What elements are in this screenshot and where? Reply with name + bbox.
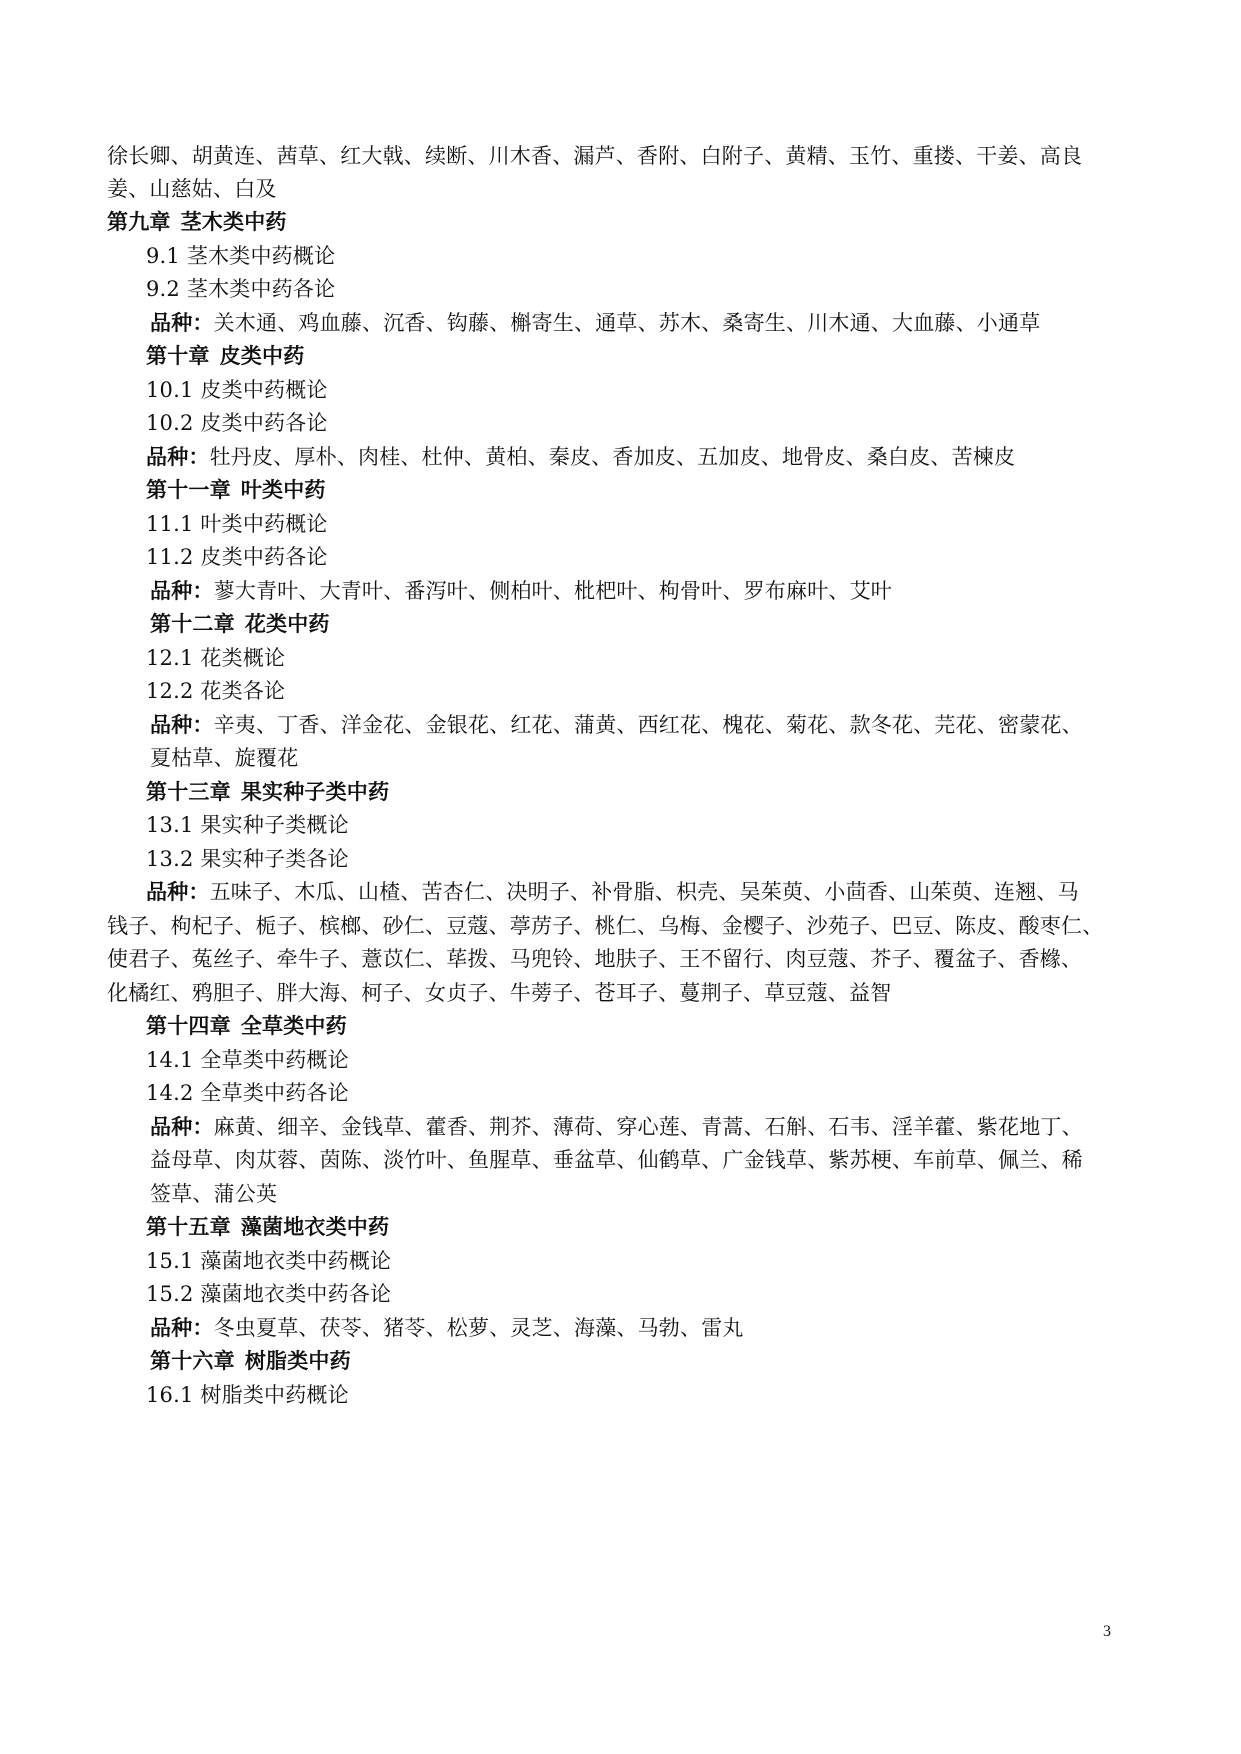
section-10-2: 10.2 皮类中药各论 — [146, 411, 328, 435]
page-number: 3 — [1103, 1623, 1111, 1640]
intro-line-1: 徐长卿、胡黄连、茜草、红大戟、续断、川木香、漏芦、香附、白附子、黄精、玉竹、重搂、干姜、高良 — [107, 144, 1083, 168]
varieties-11 — [150, 577, 892, 605]
chapter-9-heading — [107, 208, 287, 236]
varieties-list: 牡丹皮、厚朴、肉桂、杜仲、黄柏、秦皮、香加皮、五加皮、地骨皮、桑白皮、苦楝皮 — [209, 445, 1016, 469]
chapter-10-heading — [146, 342, 304, 370]
chapter-12-heading — [150, 610, 330, 638]
varieties-label: 品种： — [146, 445, 210, 469]
chapter-title: 叶类中药 — [240, 478, 326, 502]
varieties-list: 蓼大青叶、大青叶、番泻叶、侧柏叶、枇杷叶、枸骨叶、罗布麻叶、艾叶 — [213, 579, 893, 603]
section-9-1: 9.1 茎木类中药概论 — [146, 244, 336, 268]
varieties-15 — [150, 1314, 744, 1342]
chapter-title: 果实种子类中药 — [240, 780, 390, 804]
varieties-13-line-1 — [146, 878, 1079, 906]
varieties-label: 品种： — [150, 713, 214, 737]
section-14-2: 14.2 全草类中药各论 — [146, 1081, 349, 1105]
section-15-2: 15.2 藻菌地衣类中药各论 — [146, 1282, 392, 1306]
section-10-1: 10.1 皮类中药概论 — [146, 378, 328, 402]
chapter-title: 皮类中药 — [219, 344, 305, 368]
chapter-title: 全草类中药 — [240, 1014, 347, 1038]
section-13-1: 13.1 果实种子类概论 — [146, 813, 349, 837]
chapter-title: 藻菌地衣类中药 — [240, 1215, 390, 1239]
chapter-number: 第十五章 — [146, 1215, 231, 1239]
section-16-1: 16.1 树脂类中药概论 — [146, 1383, 349, 1407]
chapter-11-heading — [146, 476, 326, 504]
varieties-label: 品种： — [150, 1316, 214, 1340]
chapter-title: 花类中药 — [244, 612, 330, 636]
varieties-13-line-4: 化橘红、鸦胆子、胖大海、柯子、女贞子、牛蒡子、苍耳子、蔓荆子、草豆蔻、益智 — [107, 981, 892, 1005]
chapter-number: 第十三章 — [146, 780, 231, 804]
chapter-number: 第十四章 — [146, 1014, 231, 1038]
varieties-14-line-3: 签草、蒲公英 — [150, 1182, 278, 1206]
varieties-13-line-2: 钱子、枸杞子、栀子、槟榔、砂仁、豆蔻、葶苈子、桃仁、乌梅、金樱子、沙苑子、巴豆、陈皮、酸枣仁、 — [107, 914, 1104, 938]
varieties-label: 品种： — [150, 1115, 214, 1139]
chapter-number: 第十章 — [146, 344, 210, 368]
section-9-2: 9.2 茎木类中药各论 — [146, 277, 336, 301]
chapter-16-heading — [150, 1347, 351, 1375]
section-12-2: 12.2 花类各论 — [146, 679, 286, 703]
varieties-list: 麻黄、细辛、金钱草、藿香、荆芥、薄荷、穿心莲、青蒿、石斛、石韦、淫羊藿、紫花地丁、 — [213, 1115, 1083, 1139]
varieties-list: 冬虫夏草、茯苓、猪苓、松萝、灵芝、海藻、马勃、雷丸 — [213, 1316, 744, 1340]
chapter-number: 第九章 — [107, 210, 171, 234]
varieties-14-line-2: 益母草、肉苁蓉、茵陈、淡竹叶、鱼腥草、垂盆草、仙鹤草、广金钱草、紫苏梗、车前草、佩兰、稀 — [150, 1148, 1083, 1172]
section-12-1: 12.1 花类概论 — [146, 646, 286, 670]
intro-line-2: 姜、山慈姑、白及 — [107, 177, 277, 201]
varieties-label: 品种： — [150, 311, 214, 335]
varieties-12-line-2: 夏枯草、旋覆花 — [150, 746, 299, 770]
section-13-2: 13.2 果实种子类各论 — [146, 847, 349, 871]
section-15-1: 15.1 藻菌地衣类中药概论 — [146, 1249, 392, 1273]
varieties-12-line-1 — [150, 711, 1083, 739]
section-14-1: 14.1 全草类中药概论 — [146, 1048, 349, 1072]
chapter-number: 第十六章 — [150, 1349, 235, 1373]
varieties-13-line-3: 使君子、菟丝子、牵牛子、薏苡仁、荜拨、马兜铃、地肤子、王不留行、肉豆蔻、芥子、覆盆子、香橼、 — [107, 947, 1083, 971]
chapter-title: 树脂类中药 — [244, 1349, 351, 1373]
varieties-10 — [146, 443, 1015, 471]
chapter-number: 第十一章 — [146, 478, 231, 502]
chapter-title: 茎木类中药 — [180, 210, 287, 234]
varieties-list: 辛夷、丁香、洋金花、金银花、红花、蒲黄、西红花、槐花、菊花、款冬花、芫花、密蒙花、 — [213, 713, 1083, 737]
chapter-13-heading — [146, 778, 389, 806]
varieties-list: 五味子、木瓜、山楂、苦杏仁、决明子、补骨脂、枳壳、吴茱萸、小茴香、山茱萸、连翘、马 — [209, 880, 1079, 904]
varieties-9 — [150, 309, 1040, 337]
varieties-list: 关木通、鸡血藤、沉香、钩藤、槲寄生、通草、苏木、桑寄生、川木通、大血藤、小通草 — [213, 311, 1041, 335]
chapter-14-heading — [146, 1012, 347, 1040]
varieties-label: 品种： — [150, 579, 214, 603]
chapter-number: 第十二章 — [150, 612, 235, 636]
varieties-14-line-1 — [150, 1113, 1083, 1141]
section-11-1: 11.1 叶类中药概论 — [146, 512, 328, 536]
chapter-15-heading — [146, 1213, 389, 1241]
section-11-2: 11.2 皮类中药各论 — [146, 545, 328, 569]
varieties-label: 品种： — [146, 880, 210, 904]
